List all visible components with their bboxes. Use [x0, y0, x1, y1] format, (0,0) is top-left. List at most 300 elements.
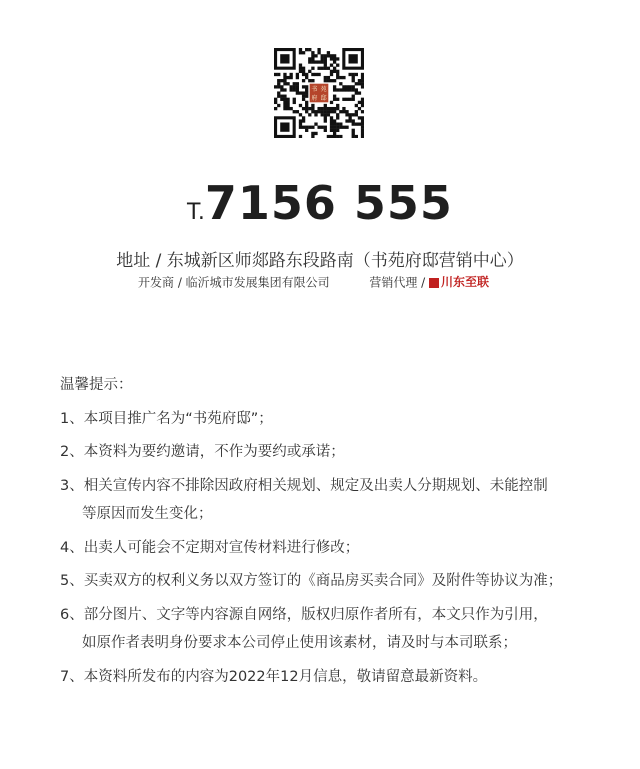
qr-module [336, 57, 339, 60]
qr-module [352, 119, 355, 122]
qr-module [361, 126, 364, 129]
qr-module [308, 57, 311, 60]
qr-module [352, 132, 355, 135]
qr-module [330, 122, 333, 125]
qr-module [299, 51, 302, 54]
qr-module [299, 70, 302, 73]
qr-module [296, 91, 299, 94]
qr-module [333, 107, 336, 110]
qr-module [321, 126, 324, 129]
qr-module [324, 107, 327, 110]
qr-module [280, 98, 283, 101]
qr-module [348, 73, 351, 76]
qr-module [321, 110, 324, 113]
notice-section [60, 378, 630, 703]
qr-module [333, 126, 336, 129]
qr-module [302, 116, 305, 119]
qr-module [339, 76, 342, 79]
qr-module [327, 79, 330, 82]
qr-module [290, 88, 293, 91]
qr-module [339, 126, 342, 129]
qr-module [342, 107, 345, 110]
qr-module [355, 88, 358, 91]
qr-module [333, 110, 336, 113]
qr-module [330, 116, 333, 119]
qr-module [361, 104, 364, 107]
qr-module [286, 104, 289, 107]
qr-module [308, 79, 311, 82]
qr-module [330, 107, 333, 110]
qr-module [352, 98, 355, 101]
qr-module [355, 91, 358, 94]
qr-module [358, 122, 361, 125]
notice-item-continued: 等原因而发生变化； [82, 506, 213, 522]
qr-module [330, 135, 333, 138]
qr-module [305, 88, 308, 91]
qr-module [302, 98, 305, 101]
qr-module [361, 98, 364, 101]
qr-module [283, 101, 286, 104]
qr-module [274, 98, 277, 101]
qr-module [305, 101, 308, 104]
qr-center-char: 苑 [320, 85, 327, 93]
qr-module [355, 122, 358, 125]
qr-module [305, 73, 308, 76]
qr-module [274, 85, 277, 88]
qr-module [352, 79, 355, 82]
qr-module [333, 135, 336, 138]
qr-module [345, 126, 348, 129]
qr-module [283, 88, 286, 91]
qr-module [324, 113, 327, 116]
qr-module [308, 60, 311, 63]
qr-module [324, 57, 327, 60]
qr-module [361, 116, 364, 119]
qr-module [330, 64, 333, 67]
qr-module [296, 88, 299, 91]
qr-module [352, 95, 355, 98]
qr-module [324, 104, 327, 107]
qr-module [283, 73, 286, 76]
qr-module [296, 110, 299, 113]
qr-module [336, 64, 339, 67]
qr-module [327, 76, 330, 79]
qr-module [333, 122, 336, 125]
qr-module [290, 85, 293, 88]
qr-module [336, 70, 339, 73]
qr-module [299, 67, 302, 70]
qr-module [352, 85, 355, 88]
qr-module [327, 113, 330, 116]
qr-module [330, 101, 333, 104]
qr-module [317, 51, 320, 54]
qr-center-char: 邸 [320, 95, 327, 103]
qr-module [327, 67, 330, 70]
qr-module [342, 76, 345, 79]
qr-module [361, 76, 364, 79]
qr-module [308, 70, 311, 73]
qr-code[interactable] [274, 48, 364, 138]
qr-module [305, 126, 308, 129]
qr-module [308, 113, 311, 116]
qr-module [345, 85, 348, 88]
qr-module [296, 85, 299, 88]
qr-module [348, 98, 351, 101]
qr-module [333, 119, 336, 122]
developer-line [138, 273, 489, 291]
qr-module [327, 54, 330, 57]
qr-module [355, 82, 358, 85]
qr-module [314, 73, 317, 76]
qr-module [352, 88, 355, 91]
qr-module [293, 82, 296, 85]
qr-module [324, 110, 327, 113]
qr-module [277, 73, 280, 76]
qr-module [333, 79, 336, 82]
qr-module [352, 113, 355, 116]
agent-label: 营销代理 / [369, 275, 426, 290]
qr-module [283, 76, 286, 79]
qr-module [345, 88, 348, 91]
qr-module [277, 85, 280, 88]
phone-digits: 7156 555 [204, 176, 453, 230]
qr-module [274, 107, 277, 110]
qr-module [355, 104, 358, 107]
qr-module [311, 104, 314, 107]
qr-module [321, 113, 324, 116]
qr-module [348, 85, 351, 88]
qr-module [358, 116, 361, 119]
qr-module [290, 76, 293, 79]
qr-module [299, 126, 302, 129]
qr-module [336, 104, 339, 107]
qr-module [296, 82, 299, 85]
qr-module [314, 113, 317, 116]
qr-module [308, 107, 311, 110]
qr-module [361, 110, 364, 113]
qr-module [321, 107, 324, 110]
qr-module [345, 119, 348, 122]
qr-module [355, 73, 358, 76]
qr-module [321, 57, 324, 60]
qr-module [342, 110, 345, 113]
qr-module [358, 79, 361, 82]
phone-number [0, 176, 640, 230]
qr-module [274, 73, 277, 76]
qr-module [283, 79, 286, 82]
qr-module [299, 113, 302, 116]
qr-module [293, 101, 296, 104]
qr-module [311, 126, 314, 129]
qr-module [305, 85, 308, 88]
qr-module [352, 73, 355, 76]
qr-module [324, 67, 327, 70]
qr-module [361, 79, 364, 82]
qr-module [314, 132, 317, 135]
qr-module [333, 129, 336, 132]
qr-module [277, 95, 280, 98]
qr-module [336, 129, 339, 132]
qr-module [317, 67, 320, 70]
qr-module [311, 107, 314, 110]
agent-logo-icon [429, 278, 439, 288]
qr-module [311, 110, 314, 113]
qr-module [302, 73, 305, 76]
qr-module [277, 79, 280, 82]
qr-module [299, 135, 302, 138]
notice-item: 3、相关宣传内容不排除因政府相关规划、规定及出卖人分期规划、未能控制 [60, 477, 548, 494]
qr-module [327, 110, 330, 113]
qr-module [352, 122, 355, 125]
qr-module [330, 119, 333, 122]
qr-module [358, 107, 361, 110]
qr-module [314, 54, 317, 57]
qr-module [274, 101, 277, 104]
qr-module [324, 129, 327, 132]
qr-module [299, 91, 302, 94]
qr-module [317, 107, 320, 110]
qr-module [305, 76, 308, 79]
qr-module [361, 122, 364, 125]
qr-module [299, 48, 302, 51]
qr-module [361, 129, 364, 132]
qr-module [345, 110, 348, 113]
qr-module [290, 107, 293, 110]
qr-module [299, 104, 302, 107]
qr-module [305, 107, 308, 110]
qr-module [336, 76, 339, 79]
qr-module [358, 101, 361, 104]
qr-module [299, 122, 302, 125]
qr-module [321, 60, 324, 63]
qr-module [330, 110, 333, 113]
qr-finder [348, 54, 357, 63]
qr-module [339, 82, 342, 85]
agent-logo [429, 273, 489, 290]
qr-module [299, 64, 302, 67]
qr-module [333, 70, 336, 73]
qr-module [348, 116, 351, 119]
qr-module [293, 98, 296, 101]
qr-module [286, 101, 289, 104]
qr-module [324, 119, 327, 122]
qr-module [352, 129, 355, 132]
qr-module [348, 113, 351, 116]
qr-module [324, 76, 327, 79]
qr-module [305, 110, 308, 113]
qr-module [302, 70, 305, 73]
qr-module [293, 88, 296, 91]
notice-item: 6、部分图片、文字等内容源自网络，版权归原作者所有，本文只作为引用， [60, 606, 548, 623]
qr-module [302, 51, 305, 54]
qr-module [336, 113, 339, 116]
qr-module [308, 48, 311, 51]
qr-module [339, 122, 342, 125]
qr-module [293, 110, 296, 113]
qr-module [336, 88, 339, 91]
qr-module [352, 135, 355, 138]
notice-item: 1、本项目推广名为“书苑府邸”； [60, 410, 273, 427]
qr-module [305, 104, 308, 107]
qr-center-char: 书 [311, 85, 318, 93]
qr-module [302, 79, 305, 82]
qr-module [361, 82, 364, 85]
qr-module [361, 85, 364, 88]
qr-module [293, 85, 296, 88]
qr-module [277, 91, 280, 94]
qr-module [317, 48, 320, 51]
qr-module [336, 116, 339, 119]
qr-module [345, 98, 348, 101]
qr-module [283, 82, 286, 85]
qr-module [321, 54, 324, 57]
qr-module [361, 101, 364, 104]
qr-module [336, 126, 339, 129]
qr-module [355, 135, 358, 138]
qr-module [286, 82, 289, 85]
qr-module [324, 54, 327, 57]
qr-finder [280, 122, 289, 131]
qr-module [342, 126, 345, 129]
qr-module [361, 132, 364, 135]
qr-module [361, 135, 364, 138]
qr-module [330, 70, 333, 73]
address-line: 地址 / 东城新区师郯路东段路南（书苑府邸营销中心） [116, 251, 524, 271]
notice-heading: 温馨提示： [60, 377, 133, 393]
qr-module [333, 95, 336, 98]
qr-module [333, 85, 336, 88]
qr-module [286, 98, 289, 101]
qr-module [342, 85, 345, 88]
agent-name: 川东至联 [441, 275, 490, 289]
qr-module [327, 135, 330, 138]
notice-item: 2、本资料为要约邀请，不作为要约或承诺； [60, 444, 345, 460]
qr-module [299, 119, 302, 122]
qr-module [361, 119, 364, 122]
qr-module [296, 73, 299, 76]
qr-module [330, 129, 333, 132]
qr-module [342, 88, 345, 91]
qr-module [324, 64, 327, 67]
qr-module [280, 79, 283, 82]
qr-module [355, 113, 358, 116]
qr-code-graphic [274, 48, 364, 138]
qr-module [324, 60, 327, 63]
qr-module [314, 60, 317, 63]
qr-module [339, 110, 342, 113]
qr-module [314, 122, 317, 125]
qr-module [283, 98, 286, 101]
qr-module [333, 98, 336, 101]
qr-module [336, 73, 339, 76]
qr-module [277, 104, 280, 107]
qr-module [302, 85, 305, 88]
qr-module [311, 132, 314, 135]
qr-module [311, 57, 314, 60]
qr-module [283, 95, 286, 98]
qr-module [333, 67, 336, 70]
qr-module [305, 48, 308, 51]
qr-module [339, 135, 342, 138]
qr-module [302, 67, 305, 70]
qr-module [336, 135, 339, 138]
qr-module [345, 113, 348, 116]
qr-module [280, 95, 283, 98]
qr-module [324, 79, 327, 82]
qr-module [361, 73, 364, 76]
qr-module [342, 98, 345, 101]
qr-module [305, 91, 308, 94]
qr-module [305, 95, 308, 98]
qr-module [311, 60, 314, 63]
qr-center-char: 府 [311, 95, 318, 103]
qr-module [355, 110, 358, 113]
qr-finder [280, 54, 289, 63]
qr-module [277, 82, 280, 85]
qr-module [358, 91, 361, 94]
developer-label: 开发商 / 临沂城市发展集团有限公司 [138, 275, 330, 290]
qr-module [290, 73, 293, 76]
qr-module [317, 60, 320, 63]
qr-module [333, 88, 336, 91]
notice-item-continued: 如原作者表明身份要求本公司停止使用该素材，请及时与本司联系； [82, 635, 517, 651]
qr-module [330, 79, 333, 82]
notice-item: 5、买卖双方的权利义务以双方签订的《商品房买卖合同》及附件等协议为准； [60, 573, 563, 589]
qr-module [280, 88, 283, 91]
qr-module [327, 107, 330, 110]
qr-module [336, 98, 339, 101]
qr-module [333, 132, 336, 135]
qr-module [280, 85, 283, 88]
qr-module [348, 88, 351, 91]
qr-module [317, 73, 320, 76]
qr-module [311, 54, 314, 57]
qr-module [330, 73, 333, 76]
qr-module [317, 126, 320, 129]
notice-item: 7、本资料所发布的内容为2022年12月信息，敬请留意最新资料。 [60, 668, 488, 685]
qr-module [302, 107, 305, 110]
qr-module [296, 76, 299, 79]
qr-module [311, 67, 314, 70]
qr-module [321, 67, 324, 70]
qr-module [352, 76, 355, 79]
qr-module [311, 79, 314, 82]
qr-module [324, 116, 327, 119]
qr-module [333, 54, 336, 57]
qr-module [324, 126, 327, 129]
notice-item: 4、出卖人可能会不定期对宣传材料进行修改； [60, 539, 360, 556]
qr-module [283, 104, 286, 107]
qr-module [330, 126, 333, 129]
qr-module [348, 119, 351, 122]
qr-module [311, 73, 314, 76]
qr-module [333, 57, 336, 60]
qr-module [339, 88, 342, 91]
qr-module [333, 60, 336, 63]
qr-module [302, 91, 305, 94]
qr-module [330, 57, 333, 60]
qr-module [330, 54, 333, 57]
qr-module [302, 126, 305, 129]
qr-module [311, 135, 314, 138]
qr-module [336, 107, 339, 110]
qr-module [327, 51, 330, 54]
qr-module [302, 95, 305, 98]
qr-module [286, 76, 289, 79]
phone-prefix: T. [187, 200, 205, 225]
qr-module [283, 107, 286, 110]
qr-module [311, 51, 314, 54]
